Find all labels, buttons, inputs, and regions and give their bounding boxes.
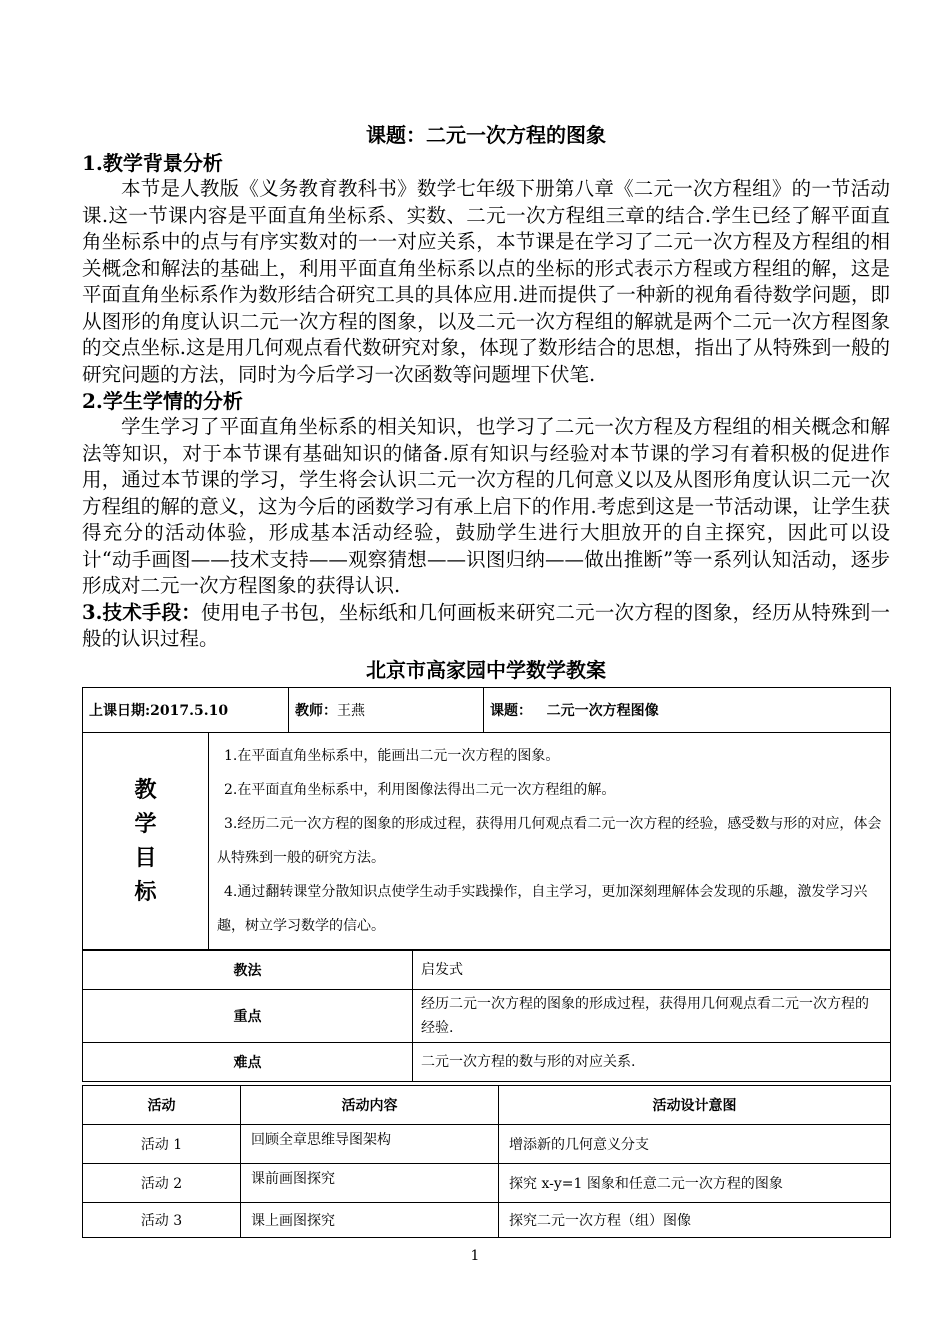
activity-header: 活动 bbox=[83, 1085, 241, 1124]
goals-label-char: 目 bbox=[134, 844, 157, 871]
teacher-label: 教师： bbox=[295, 702, 338, 719]
difficulty-value: 二元一次方程的数与形的对应关系. bbox=[413, 1042, 891, 1081]
goal-item: 2.在平面直角坐标系中，利用图像法得出二元一次方程组的解。 bbox=[224, 781, 616, 798]
teacher-name: 王燕 bbox=[337, 702, 366, 719]
goal-item: 3.经历二元一次方程的图象的形成过程，获得用几何观点看二元一次方程的经验，感受数与形的对应，体会从特殊到一般的研究方法。 bbox=[217, 815, 882, 866]
goals-label-char: 学 bbox=[134, 810, 157, 837]
keypoint-row bbox=[83, 989, 891, 1042]
section-technology bbox=[82, 600, 890, 653]
section-paragraph-students: 学生学习了平面直角坐标系的相关知识，也学习了二元一次方程及方程组的相关概念和解法等知识，对于本节课有基础知识的储备.原有知识与经验对本节课的学习有着积极的促进作用，通过本节课的学习，学生将会认识二元一次方程的几何意义以及从图形角度认识二元一次方程组的解的意义，这为今后的函数学习有承上启下的作用.考虑到这是一节活动课，让学生获得充分的活动体验，形成基本活动经验，鼓励学生进行大胆放开的自主探究，因此可以设计“动手画图——技术支持——观察猜想——识图归纳——做出推断”等一系列认知活动，逐步形成对二元一次方程图象的获得认识. bbox=[82, 415, 890, 597]
goals-label-char: 教 bbox=[134, 776, 157, 803]
activity-content: 回顾全章思维导图架构 bbox=[241, 1124, 499, 1163]
section-heading-technology: 3.技术手段： bbox=[82, 600, 202, 624]
section-heading-background: 1.教学背景分析 bbox=[82, 151, 223, 175]
activity-name: 活动 2 bbox=[83, 1163, 241, 1202]
lesson-topic bbox=[484, 687, 891, 732]
lesson-teacher bbox=[289, 687, 484, 732]
school-title: 北京市高家园中学数学教案 bbox=[366, 657, 606, 682]
section-paragraph-technology: 使用电子书包，坐标纸和几何画板来研究二元一次方程的图象，经历从特殊到一般的认识过程。 bbox=[82, 600, 890, 650]
activity-intent: 探究二元一次方程（组）图像 bbox=[499, 1202, 891, 1237]
goal-item: 1.在平面直角坐标系中，能画出二元一次方程的图象。 bbox=[224, 747, 560, 764]
topic-label: 课题： bbox=[490, 702, 533, 719]
activity-name: 活动 1 bbox=[83, 1124, 241, 1163]
lesson-info-table bbox=[82, 687, 891, 950]
lesson-title: 课题：二元一次方程的图象 bbox=[366, 123, 606, 147]
goals-list bbox=[209, 732, 891, 949]
topic-value: 二元一次方程图像 bbox=[546, 702, 659, 719]
keypoint-value: 经历二元一次方程的图象的形成过程，获得用几何观点看二元一次方程的经验. bbox=[413, 989, 891, 1042]
difficulty-row bbox=[83, 1042, 891, 1081]
section-paragraph-background: 本节是人教版《义务教育教科书》数学七年级下册第八章《二元一次方程组》的一节活动课.这一节课内容是平面直角坐标系、实数、二元一次方程组三章的结合.学生已经了解平面直角坐标系中的点与有序实数对的一一对应关系，本节课是在学习了二元一次方程及方程组的相关概念和解法的基础上，利用平面直角坐标系以点的坐标的形式表示方程或方程组的解，这是平面直角坐标系作为数形结合研究工具的具体应用.进而提供了一种新的视角看待数学问题，即从图形的角度认识二元一次方程的图象，以及二元一次方程组的解就是两个二元一次方程图象的交点坐标.这是用几何观点看代数研究对象，体现了数形结合的思想，指出了从特殊到一般的研究问题的方法，同时为今后学习一次函数等问题埋下伏笔. bbox=[82, 177, 890, 386]
activity-table bbox=[82, 1085, 891, 1238]
activity-header-row bbox=[83, 1085, 891, 1124]
activity-intent: 探究 x-y=1 图象和任意二元一次方程的图象 bbox=[499, 1163, 891, 1202]
section-heading-students: 2.学生学情的分析 bbox=[82, 389, 243, 413]
keypoint-label: 重点 bbox=[83, 989, 413, 1042]
method-row bbox=[83, 950, 891, 989]
method-value: 启发式 bbox=[413, 950, 891, 989]
page-number: 1 bbox=[470, 1248, 480, 1264]
table-row bbox=[83, 1163, 891, 1202]
goals-label bbox=[83, 732, 209, 949]
activity-header: 活动设计意图 bbox=[499, 1085, 891, 1124]
difficulty-label: 难点 bbox=[83, 1042, 413, 1081]
activity-content: 课上画图探究 bbox=[241, 1202, 499, 1237]
lesson-date: 上课日期:2017.5.10 bbox=[83, 687, 289, 732]
goals-label-char: 标 bbox=[134, 878, 157, 905]
lesson-header-row bbox=[83, 687, 891, 732]
table-row bbox=[83, 1124, 891, 1163]
activity-header: 活动内容 bbox=[241, 1085, 499, 1124]
document-page bbox=[82, 120, 890, 1238]
activity-intent: 增添新的几何意义分支 bbox=[499, 1124, 891, 1163]
activity-name: 活动 3 bbox=[83, 1202, 241, 1237]
method-label: 教法 bbox=[83, 950, 413, 989]
table-row bbox=[83, 1202, 891, 1237]
method-table bbox=[82, 950, 891, 1082]
goals-row bbox=[83, 732, 891, 949]
goal-item: 4.通过翻转课堂分散知识点使学生动手实践操作，自主学习，更加深刻理解体会发现的乐趣，激发学习兴趣，树立学习数学的信心。 bbox=[217, 883, 868, 934]
activity-content: 课前画图探究 bbox=[241, 1163, 499, 1202]
